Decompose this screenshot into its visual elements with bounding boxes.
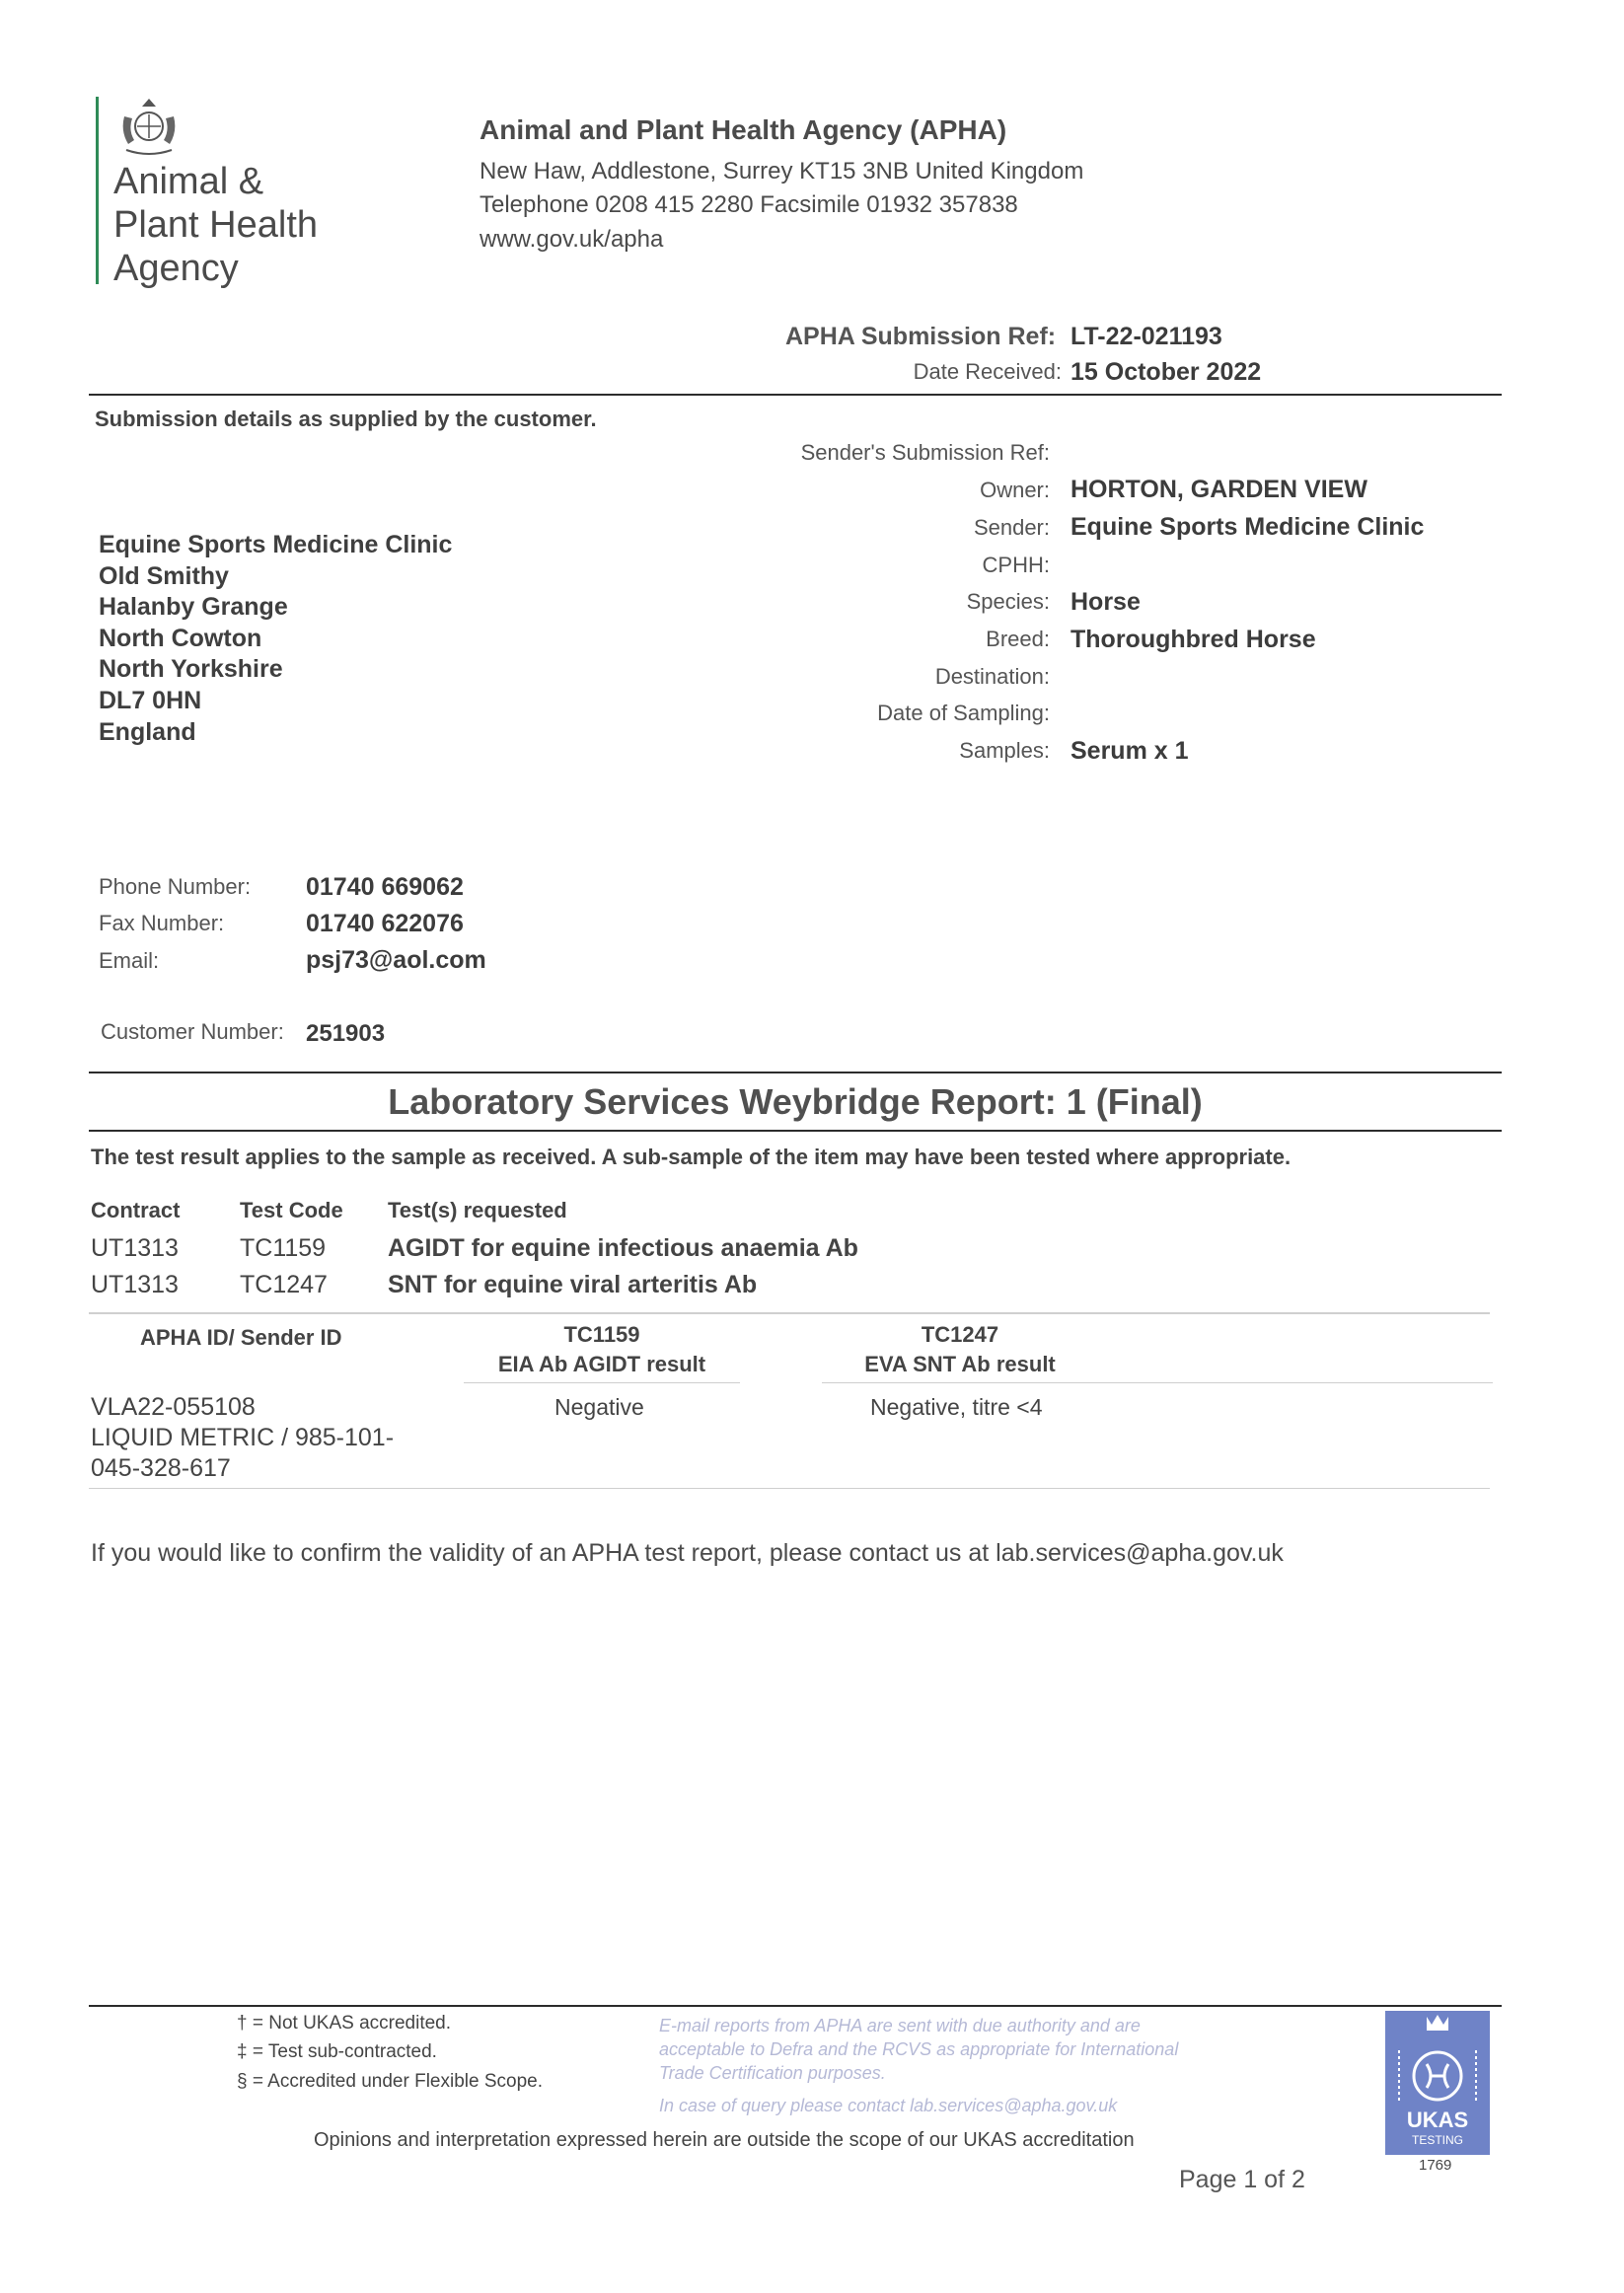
contract-cell: UT1313	[91, 1234, 179, 1262]
email-notice-line: In case of query please contact lab.services@apha.gov.uk	[659, 2096, 1118, 2115]
test-code-cell: TC1247	[240, 1271, 328, 1298]
detail-label: Breed:	[986, 627, 1050, 651]
report-disclaimer: The test result applies to the sample as received. A sub-sample of the item may have been tested where appropriate.	[91, 1145, 1292, 1169]
col1-underline	[464, 1382, 740, 1383]
results-id-header: APHA ID/ Sender ID	[140, 1325, 342, 1350]
email-label: Email:	[99, 948, 160, 973]
agency-website: www.gov.uk/apha	[480, 226, 664, 253]
owner-value: HORTON, GARDEN VIEW	[1070, 476, 1367, 503]
detail-label: Species:	[966, 589, 1050, 614]
agency-address: New Haw, Addlestone, Surrey KT15 3NB United Kingdom	[480, 158, 1084, 185]
sample-id-line: VLA22-055108	[91, 1393, 256, 1421]
date-received-value: 15 October 2022	[1070, 358, 1262, 386]
email-value: psj73@aol.com	[306, 946, 486, 974]
detail-label: Date of Sampling:	[877, 701, 1050, 725]
submission-ref-label: APHA Submission Ref:	[785, 323, 1057, 350]
contract-cell: UT1313	[91, 1271, 179, 1298]
submission-note: Submission details as supplied by the customer.	[95, 407, 597, 431]
col-header-contract: Contract	[91, 1198, 181, 1222]
ukas-accreditation-number: 1769	[1419, 2157, 1452, 2174]
col-header-tests-requested: Test(s) requested	[388, 1198, 567, 1222]
agency-title: Animal and Plant Health Agency (APHA)	[480, 114, 1007, 145]
footnote-key: § = Accredited under Flexible Scope.	[237, 2071, 543, 2092]
test-requested-cell: SNT for equine viral arteritis Ab	[388, 1271, 758, 1298]
address-line: England	[99, 718, 196, 746]
fax-value: 01740 622076	[306, 910, 464, 937]
email-notice-line: Trade Certification purposes.	[659, 2063, 886, 2083]
result-col2-name: EVA SNT Ab result	[864, 1352, 1056, 1376]
confirm-validity-note: If you would like to confirm the validity of an APHA test report, please contact us at lab.services@apha.gov.uk	[91, 1539, 1284, 1567]
breed-value: Thoroughbred Horse	[1070, 626, 1316, 653]
result-col2-code: TC1247	[921, 1322, 999, 1347]
customer-number-value: 251903	[306, 1020, 386, 1047]
email-notice-line: acceptable to Defra and the RCVS as appropriate for International	[659, 2039, 1179, 2059]
results-bottom-rule	[89, 1488, 1490, 1489]
header-divider	[89, 394, 1502, 396]
address-line: Old Smithy	[99, 562, 229, 590]
result-col1-code: TC1159	[563, 1322, 640, 1347]
species-value: Horse	[1070, 588, 1141, 616]
report-bottom-rule	[89, 1130, 1502, 1132]
fax-label: Fax Number:	[99, 911, 225, 935]
col-header-test-code: Test Code	[240, 1198, 343, 1222]
result-col1-name: EIA Ab AGIDT result	[497, 1352, 706, 1376]
detail-label: Sender:	[973, 515, 1050, 540]
col2-underline	[822, 1382, 1493, 1383]
report-top-rule	[89, 1072, 1502, 1073]
address-line: Equine Sports Medicine Clinic	[99, 531, 453, 558]
royal-coat-of-arms-icon	[114, 97, 184, 158]
submission-ref-value: LT-22-021193	[1070, 323, 1222, 350]
footer-rule	[89, 2005, 1502, 2007]
agency-line: Agency	[113, 248, 239, 289]
detail-label: CPHH:	[982, 553, 1050, 577]
ukas-sub-label: TESTING	[1411, 2133, 1463, 2147]
date-received-label: Date Received:	[913, 359, 1062, 384]
test-code-cell: TC1159	[240, 1234, 327, 1262]
results-top-rule	[89, 1312, 1490, 1314]
test-requested-cell: AGIDT for equine infectious anaemia Ab	[388, 1234, 858, 1262]
agency-line: Animal &	[113, 161, 264, 202]
eia-result-value: Negative	[554, 1394, 644, 1420]
address-line: DL7 0HN	[99, 687, 202, 714]
phone-label: Phone Number:	[99, 874, 252, 899]
agency-phone-fax: Telephone 0208 415 2280 Facsimile 01932 357838	[480, 191, 1018, 218]
footnote-key: † = Not UKAS accredited.	[237, 2013, 452, 2034]
customer-number-label: Customer Number:	[101, 1019, 284, 1044]
detail-label: Owner:	[980, 478, 1050, 502]
ukas-testing-logo	[1385, 2011, 1490, 2155]
sample-id-line: 045-328-617	[91, 1454, 231, 1482]
agency-logo-text	[113, 160, 370, 290]
address-line: North Yorkshire	[99, 655, 283, 683]
phone-value: 01740 669062	[306, 873, 464, 901]
address-line: North Cowton	[99, 625, 262, 652]
detail-label: Samples:	[959, 738, 1050, 763]
sender-value: Equine Sports Medicine Clinic	[1070, 513, 1425, 541]
logo-accent-bar	[96, 97, 99, 284]
opinion-note: Opinions and interpretation expressed herein are outside the scope of our UKAS accreditation	[314, 2129, 1135, 2151]
email-notice-line: E-mail reports from APHA are sent with due authority and are	[659, 2016, 1141, 2035]
footnote-key: ‡ = Test sub-contracted.	[237, 2041, 437, 2062]
samples-value: Serum x 1	[1070, 737, 1189, 765]
agency-line: Plant Health	[113, 204, 319, 246]
ukas-label: UKAS	[1406, 2108, 1469, 2132]
detail-label: Sender's Submission Ref:	[800, 440, 1050, 465]
eva-result-value: Negative, titre <4	[870, 1394, 1043, 1420]
report-title: Laboratory Services Weybridge Report: 1 (Final)	[388, 1081, 1203, 1122]
detail-label: Destination:	[934, 664, 1050, 689]
address-line: Halanby Grange	[99, 593, 288, 621]
sample-id-line: LIQUID METRIC / 985-101-	[91, 1424, 395, 1451]
page-number: Page 1 of 2	[1179, 2166, 1305, 2193]
